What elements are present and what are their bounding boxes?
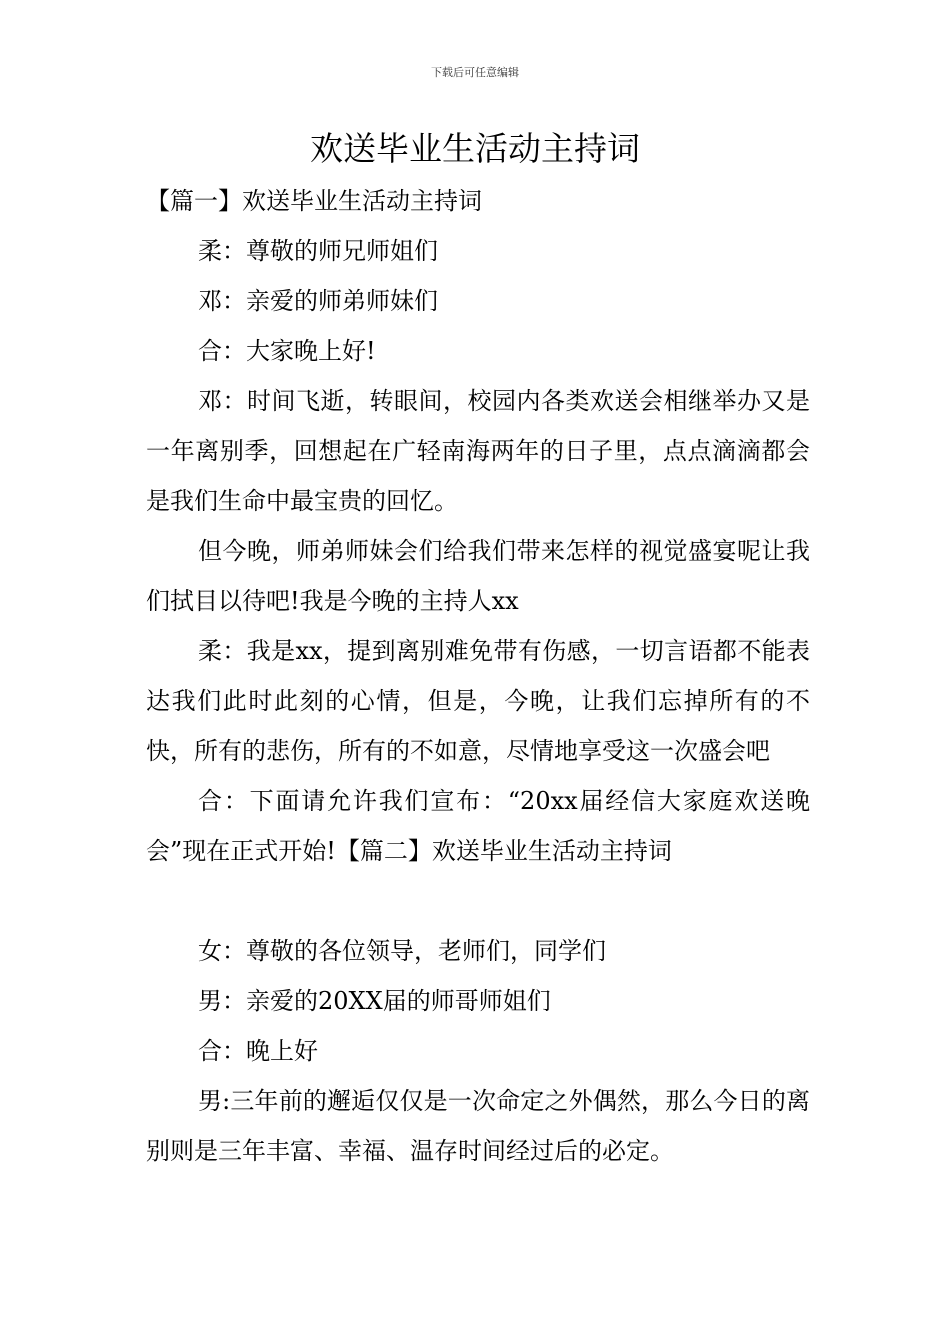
page-header-note: 下载后可任意编辑 (431, 66, 519, 79)
paragraph: 合：晚上好 (198, 1037, 318, 1065)
document-title: 欢送毕业生活动主持词 (310, 129, 640, 168)
paragraph: 邓：亲爱的师弟师妹们 (198, 287, 438, 315)
paragraph: 柔：我是xx，提到离别难免带有伤感，一切言语都不能表达我们此时此刻的心情，但是，今晚，让我们忘掉所有的不快，所有的悲伤，所有的不如意，尽情地享受这一次盛会吧 (146, 637, 810, 765)
paragraph: 合：大家晚上好! (198, 337, 376, 365)
document-body (146, 176, 810, 1176)
paragraph: 合：下面请允许我们宣布：“20xx届经信大家庭欢送晚会”现在正式开始!【篇二】欢送毕业生活动主持词 (146, 787, 810, 865)
section-heading-1: 【篇一】欢送毕业生活动主持词 (146, 187, 482, 215)
paragraph: 男:三年前的邂逅仅仅是一次命定之外偶然，那么今日的离别则是三年丰富、幸福、温存时间经过后的必定。 (146, 1087, 810, 1165)
paragraph: 邓：时间飞逝，转眼间，校园内各类欢送会相继举办又是一年离别季，回想起在广轻南海两年的日子里，点点滴滴都会是我们生命中最宝贵的回忆。 (146, 387, 810, 515)
blank-line (146, 876, 810, 926)
paragraph: 男：亲爱的20XX届的师哥师姐们 (198, 987, 551, 1015)
paragraph: 女：尊敬的各位领导，老师们，同学们 (198, 937, 606, 965)
paragraph: 柔：尊敬的师兄师姐们 (198, 237, 438, 265)
paragraph: 但今晚，师弟师妹会们给我们带来怎样的视觉盛宴呢让我们拭目以待吧!我是今晚的主持人xx (146, 537, 810, 615)
